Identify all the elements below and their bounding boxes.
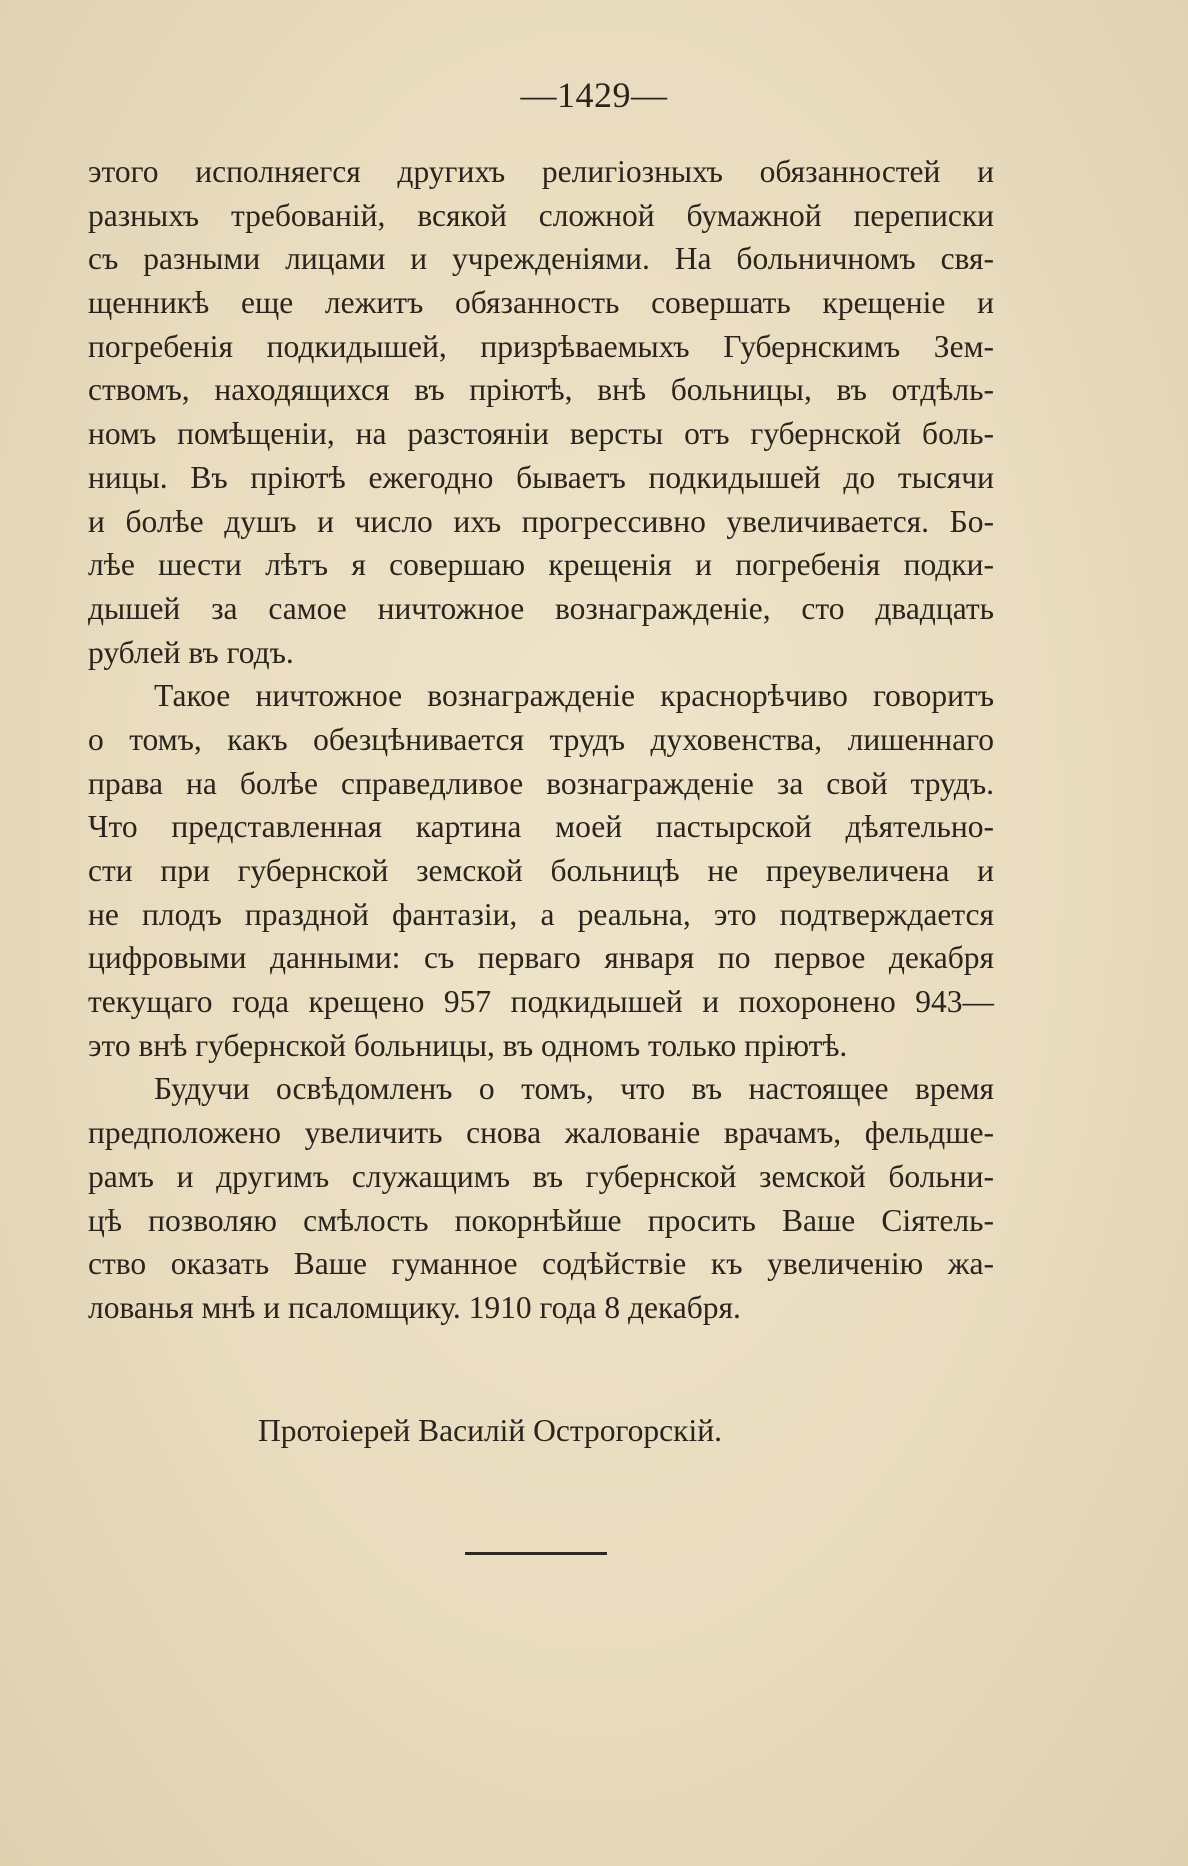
- text-line: ствомъ, находящихся въ пріютѣ, внѣ больницы, въ отдѣль-: [88, 372, 994, 408]
- signature: Протоіерей Василій Острогорскій.: [258, 1413, 722, 1448]
- text-line: права на болѣе справедливое вознагражденіе за свой трудъ.: [88, 765, 994, 801]
- text-line: сти при губернской земской больницѣ не преувеличена и: [88, 853, 994, 888]
- text-line: это внѣ губернской больницы, въ одномъ только пріютѣ.: [88, 1027, 848, 1063]
- closing-rule: [465, 1552, 607, 1555]
- text-line: погребенія подкидышей, призрѣваемыхъ Губернскимъ Зем-: [88, 328, 994, 364]
- body-text: [88, 150, 994, 1330]
- text-line: текущаго года крещено 957 подкидышей и похоронено 943—: [88, 984, 994, 1020]
- text-line: ство оказать Ваше гуманное содѣйствіе къ увеличенію жа-: [88, 1246, 994, 1282]
- text-line: Что представленная картина моей пастырской дѣятельно-: [88, 809, 994, 845]
- text-line: не плодъ праздной фантазіи, а реальна, это подтверждается: [88, 896, 994, 932]
- text-line: щенникѣ еще лежитъ обязанность совершать крещеніе и: [88, 285, 994, 321]
- text-line: рамъ и другимъ служащимъ въ губернской земской больни-: [88, 1158, 994, 1194]
- text-line: дышей за самое ничтожное вознагражденіе, сто двадцать: [88, 590, 994, 626]
- text-line: съ разными лицами и учрежденіями. На больничномъ свя-: [88, 241, 994, 277]
- text-line: Такое ничтожное вознагражденіе краснорѣчиво говоритъ: [154, 678, 994, 714]
- text-line: рублей въ годъ.: [88, 634, 294, 670]
- text-line: ницы. Въ пріютѣ ежегодно бываетъ подкидышей до тысячи: [88, 459, 994, 495]
- text-line: о томъ, какъ обезцѣнивается трудъ духовенства, лишеннаго: [88, 721, 994, 757]
- text-line: номъ помѣщеніи, на разстояніи версты отъ губернской боль-: [88, 416, 994, 452]
- text-line: лѣе шести лѣтъ я совершаю крещенія и погребенія подки-: [88, 547, 994, 583]
- text-line: цѣ позволяю смѣлость покорнѣйше просить Ваше Сіятель-: [88, 1202, 994, 1238]
- text-line: лованья мнѣ и псаломщику. 1910 года 8 декабря.: [88, 1289, 741, 1325]
- text-line: предположено увеличить снова жалованіе врачамъ, фельдше-: [88, 1115, 994, 1151]
- text-line: разныхъ требованій, всякой сложной бумажной переписки: [88, 197, 994, 233]
- text-line: цифровыми данными: съ перваго января по первое декабря: [88, 940, 994, 976]
- text-line: и болѣе душъ и число ихъ прогрессивно увеличивается. Бо-: [88, 503, 994, 539]
- text-line: этого исполняегся другихъ религіозныхъ обязанностей и: [88, 154, 994, 189]
- page-number: —1429—: [520, 75, 668, 115]
- text-line: Будучи освѣдомленъ о томъ, что въ настоящее время: [154, 1071, 994, 1107]
